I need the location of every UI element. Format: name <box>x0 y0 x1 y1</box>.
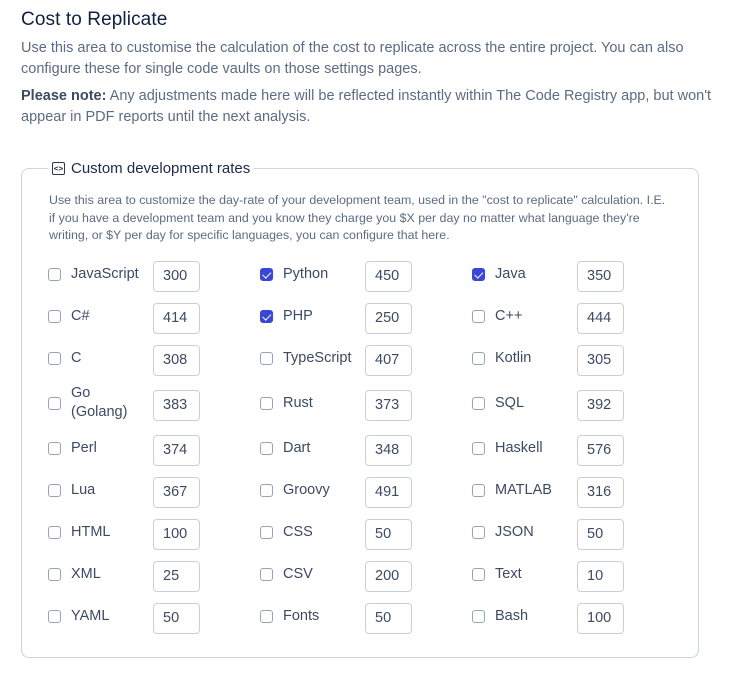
language-label-sql: SQL <box>495 395 525 411</box>
rates-description: Use this area to customize the day-rate of your development team, used in the "cost to replicate" calculation. I.E. if you have a development team and you know they charge you $X per day no matter what language they're writing, or $Y per day for specific languages, you can configure that here. <box>49 193 666 243</box>
language-label-text: Text <box>495 566 522 582</box>
language-label-fonts: Fonts <box>283 608 320 624</box>
checkbox-fonts[interactable] <box>260 610 273 623</box>
checkbox-rust[interactable] <box>260 397 273 410</box>
language-label-typescript: TypeScript <box>283 350 352 366</box>
checkbox-php[interactable] <box>260 310 273 323</box>
checkbox-java[interactable] <box>472 268 485 281</box>
rate-input-javascript[interactable]: 300 <box>153 261 200 292</box>
language-label-go-golang: Go (Golang) <box>71 385 128 420</box>
checkbox-json[interactable] <box>472 526 485 539</box>
language-label-python: Python <box>283 266 329 282</box>
checkbox-kotlin[interactable] <box>472 352 485 365</box>
rate-input-groovy[interactable]: 491 <box>365 477 412 508</box>
checkbox-javascript[interactable] <box>48 268 61 281</box>
checkbox-yaml[interactable] <box>48 610 61 623</box>
checkbox-bash[interactable] <box>472 610 485 623</box>
language-label-java: Java <box>495 266 526 282</box>
language-label-lua: Lua <box>71 482 96 498</box>
rates-legend-label: Custom development rates <box>71 160 251 177</box>
note-label: Please note: <box>21 88 107 104</box>
language-label-xml: XML <box>71 566 101 582</box>
page-description: Use this area to customise the calculation of the cost to replicate across the entire project. You can also configure these for single code vaults on those settings pages. <box>21 40 684 77</box>
rates-legend <box>48 160 254 177</box>
language-label-c: C++ <box>495 308 523 324</box>
rate-input-kotlin[interactable]: 305 <box>577 345 624 376</box>
checkbox-c[interactable] <box>48 352 61 365</box>
code-icon: <> <box>52 162 65 175</box>
language-label-kotlin: Kotlin <box>495 350 532 366</box>
rate-input-c[interactable]: 308 <box>153 345 200 376</box>
checkbox-matlab[interactable] <box>472 484 485 497</box>
language-label-dart: Dart <box>283 440 311 456</box>
page-title: Cost to Replicate <box>21 9 168 30</box>
rate-input-text[interactable]: 10 <box>577 561 624 592</box>
checkbox-python[interactable] <box>260 268 273 281</box>
language-label-haskell: Haskell <box>495 440 543 456</box>
language-label-groovy: Groovy <box>283 482 330 498</box>
rate-input-lua[interactable]: 367 <box>153 477 200 508</box>
rate-input-go-golang[interactable]: 383 <box>153 390 200 421</box>
language-label-javascript: JavaScript <box>71 266 139 282</box>
rate-input-haskell[interactable]: 576 <box>577 435 624 466</box>
language-label-yaml: YAML <box>71 608 110 624</box>
language-label-csv: CSV <box>283 566 313 582</box>
language-label-json: JSON <box>495 524 534 540</box>
page-note <box>21 86 711 128</box>
rate-input-bash[interactable]: 100 <box>577 603 624 634</box>
checkbox-text[interactable] <box>472 568 485 581</box>
language-label-c: C <box>71 350 82 366</box>
rate-input-typescript[interactable]: 407 <box>365 345 412 376</box>
checkbox-groovy[interactable] <box>260 484 273 497</box>
rate-input-python[interactable]: 450 <box>365 261 412 292</box>
language-label-perl: Perl <box>71 440 97 456</box>
checkbox-dart[interactable] <box>260 442 273 455</box>
checkbox-c[interactable] <box>472 310 485 323</box>
rate-input-matlab[interactable]: 316 <box>577 477 624 508</box>
rate-input-perl[interactable]: 374 <box>153 435 200 466</box>
checkbox-xml[interactable] <box>48 568 61 581</box>
rate-input-c[interactable]: 414 <box>153 303 200 334</box>
checkbox-haskell[interactable] <box>472 442 485 455</box>
rate-input-sql[interactable]: 392 <box>577 390 624 421</box>
rate-input-rust[interactable]: 373 <box>365 390 412 421</box>
rate-input-css[interactable]: 50 <box>365 519 412 550</box>
rate-input-c[interactable]: 444 <box>577 303 624 334</box>
checkbox-go-golang[interactable] <box>48 397 61 410</box>
language-label-matlab: MATLAB <box>495 482 552 498</box>
language-label-css: CSS <box>283 524 313 540</box>
rate-input-xml[interactable]: 25 <box>153 561 200 592</box>
note-text: Any adjustments made here will be reflected instantly within The Code Registry app, but won't appear in PDF reports until the next analysis. <box>21 88 711 125</box>
checkbox-perl[interactable] <box>48 442 61 455</box>
rate-input-dart[interactable]: 348 <box>365 435 412 466</box>
language-label-rust: Rust <box>283 395 313 411</box>
language-label-bash: Bash <box>495 608 529 624</box>
checkbox-typescript[interactable] <box>260 352 273 365</box>
language-label-html: HTML <box>71 524 111 540</box>
checkbox-html[interactable] <box>48 526 61 539</box>
rate-input-html[interactable]: 100 <box>153 519 200 550</box>
checkbox-c[interactable] <box>48 310 61 323</box>
checkbox-css[interactable] <box>260 526 273 539</box>
rate-input-yaml[interactable]: 50 <box>153 603 200 634</box>
checkbox-csv[interactable] <box>260 568 273 581</box>
language-label-php: PHP <box>283 308 313 324</box>
checkbox-lua[interactable] <box>48 484 61 497</box>
rate-input-java[interactable]: 350 <box>577 261 624 292</box>
checkbox-sql[interactable] <box>472 397 485 410</box>
rate-input-php[interactable]: 250 <box>365 303 412 334</box>
rate-input-json[interactable]: 50 <box>577 519 624 550</box>
language-label-c: C# <box>71 308 90 324</box>
rate-input-fonts[interactable]: 50 <box>365 603 412 634</box>
rate-input-csv[interactable]: 200 <box>365 561 412 592</box>
